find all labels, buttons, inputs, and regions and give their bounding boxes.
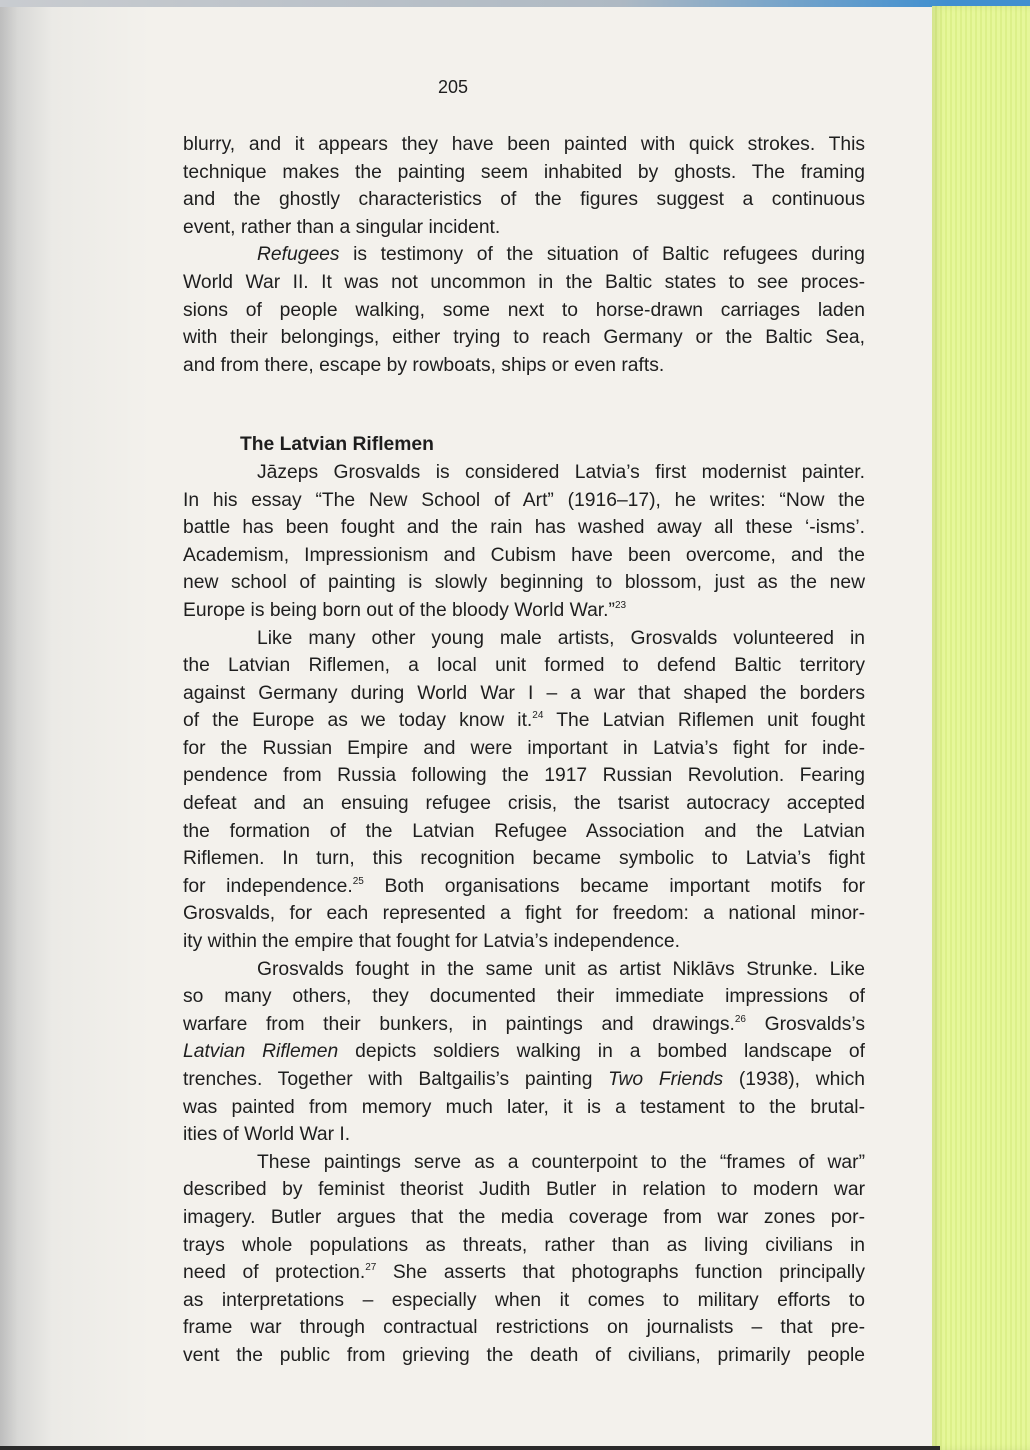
text-line: and from there, escape by rowboats, ships or even rafts. — [183, 354, 665, 376]
text-line: of the Europe as we today know it.$^{24}$ The Latvian Riflemen unit fought — [183, 710, 865, 732]
text-line: ity within the empire that fought for Latvia’s independence. — [183, 931, 680, 953]
page-edge-stack — [932, 6, 1030, 1450]
text-line: the formation of the Latvian Refugee Association and the Latvian — [183, 820, 865, 842]
text-line: for the Russian Empire and were important in Latvia’s fight for inde- — [183, 737, 865, 759]
text-line: battle has been fought and the rain has washed away all these ‘-isms’. — [183, 517, 865, 539]
text-line: Grosvalds, for each represented a fight for freedom: a national minor- — [183, 903, 865, 925]
text-line: with their belongings, either trying to reach Germany or the Baltic Sea, — [183, 327, 865, 349]
body-text — [183, 131, 865, 1370]
text-line: Europe is being born out of the bloody World War.”$^{23}$ — [183, 599, 627, 621]
text-line: the Latvian Riflemen, a local unit formed to defend Baltic territory — [183, 655, 865, 677]
artwork-title: Refugees — [257, 244, 340, 266]
text-line: and the ghostly characteristics of the figures suggest a continuous — [183, 189, 865, 211]
text-line: Academism, Impressionism and Cubism have been overcome, and the — [183, 544, 865, 566]
text-line: Like many other young male artists, Grosvalds volunteered in — [257, 627, 865, 649]
text-line: blurry, and it appears they have been painted with quick strokes. This — [183, 134, 865, 155]
text-line: Grosvalds fought in the same unit as artist Niklāvs Strunke. Like — [257, 958, 865, 980]
text-line: ities of World War I. — [183, 1124, 351, 1146]
text-line: pendence from Russia following the 1917 Russian Revolution. Fearing — [183, 765, 865, 787]
text-line: trays whole populations as threats, rather than as living civilians in — [183, 1234, 865, 1256]
text-line: warfare from their bunkers, in paintings and drawings.$^{26}$ Grosvalds’s — [183, 1013, 865, 1035]
text-line: These paintings serve as a counterpoint to the “frames of war” — [257, 1151, 865, 1173]
text-line: Riflemen. In turn, this recognition became symbolic to Latvia’s fight — [183, 848, 865, 870]
footnote-ref: 23 — [614, 599, 627, 611]
text-line: event, rather than a singular incident. — [183, 216, 501, 238]
text-line: World War II. It was not uncommon in the Baltic states to see proces- — [183, 271, 865, 293]
binding-shadow — [0, 0, 150, 1450]
text-line: In his essay “The New School of Art” (1916–17), he writes: “Now the — [183, 489, 865, 511]
text-line: for independence.$^{25}$ Both organisations became important motifs for — [183, 875, 865, 897]
text-line: trenches. Together with Baltgailis’s painting Two Friends (1938), which — [183, 1069, 865, 1090]
footnote-ref: 24 — [532, 710, 544, 722]
text-line: as interpretations – especially when it comes to military efforts to — [183, 1289, 865, 1311]
artwork-title: Two Friends — [608, 1069, 724, 1090]
text-line: so many others, they documented their immediate impressions of — [183, 986, 865, 1008]
text-line: defeat and an ensuing refugee crisis, the tsarist autocracy accepted — [183, 793, 865, 815]
text-line: technique makes the painting seem inhabited by ghosts. The framing — [183, 161, 865, 183]
text-line: Refugees is testimony of the situation of Baltic refugees during — [257, 244, 865, 266]
text-line: frame war through contractual restrictions on journalists – that pre- — [183, 1317, 865, 1339]
text-line: Latvian Riflemen depicts soldiers walking in a bombed landscape of — [183, 1041, 865, 1063]
text-line: described by feminist theorist Judith Butler in relation to modern war — [183, 1179, 865, 1201]
top-page-edge — [0, 0, 1030, 7]
text-line: imagery. Butler argues that the media coverage from war zones por- — [183, 1206, 865, 1228]
artwork-title: Latvian Riflemen — [183, 1041, 339, 1063]
text-line: sions of people walking, some next to horse-drawn carriages laden — [183, 299, 865, 321]
footnote-ref: 26 — [734, 1013, 746, 1025]
text-line: against Germany during World War I – a war that shaped the borders — [183, 682, 865, 704]
text-line: vent the public from grieving the death of civilians, primarily people — [183, 1344, 865, 1366]
text-line: was painted from memory much later, it is a testament to the brutal- — [183, 1096, 865, 1118]
page-number: 205 — [437, 77, 469, 97]
text-line: Jāzeps Grosvalds is considered Latvia’s first modernist painter. — [257, 461, 865, 483]
text-line: new school of painting is slowly beginning to blossom, just as the new — [183, 572, 865, 594]
text-line: need of protection.$^{27}$ She asserts that photographs function principally — [183, 1262, 865, 1284]
section-gap — [183, 379, 865, 431]
bottom-page-edge — [0, 1446, 940, 1450]
footnote-ref: 25 — [352, 875, 364, 887]
footnote-ref: 27 — [365, 1262, 377, 1274]
section-heading: The Latvian Riflemen — [240, 434, 434, 456]
